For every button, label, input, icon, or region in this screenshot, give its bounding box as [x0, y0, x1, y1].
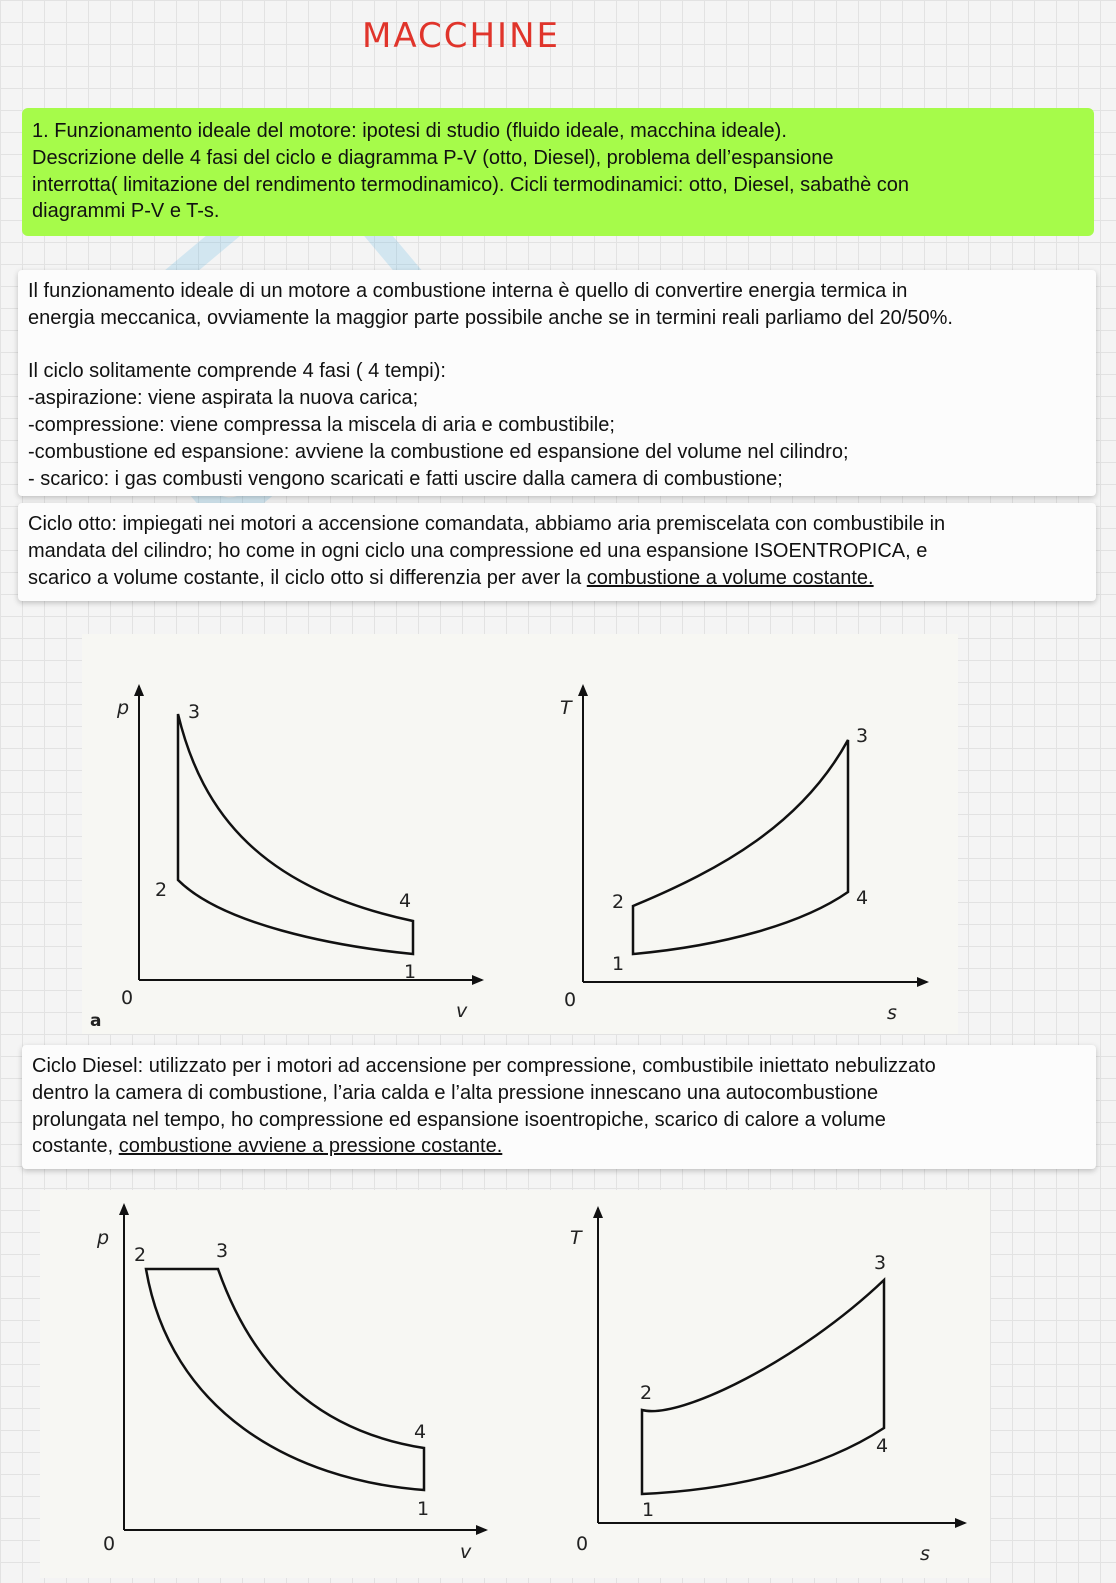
pv-y-label: p	[117, 697, 130, 719]
page-title: MACCHINE	[362, 16, 560, 56]
ts-point-4: 4	[856, 887, 869, 909]
otto-diagrams	[82, 634, 958, 1034]
ts-point-4: 4	[876, 1435, 889, 1457]
phase-item: -combustione ed espansione: avviene la combustione ed espansione del volume nel cilindro;	[28, 440, 849, 463]
pv-point-4: 4	[399, 890, 412, 912]
phase-item: -compressione: viene compressa la miscela di aria e combustibile;	[28, 413, 615, 436]
pv-point-3: 3	[216, 1240, 229, 1262]
otto-text: Ciclo otto: impiegati nei motori a accensione comandata, abbiamo aria premiscelata con combustibile in mandata del cilindro; ho come in ogni ciclo una compressione ed una espansione ISOENTROPICA, e scarico a volume costante, il ciclo otto si differenzia per aver la	[28, 513, 946, 589]
pv-cycle-curve	[178, 714, 413, 954]
ts-origin-label: 0	[576, 1533, 589, 1555]
pv-origin-label: 0	[121, 987, 134, 1009]
pv-point-1: 1	[404, 961, 417, 983]
ts-x-label: s	[887, 1002, 897, 1024]
otto-box	[18, 503, 1096, 601]
pv-point-3: 3	[188, 701, 201, 723]
otto-underlined: combustione a volume costante.	[586, 566, 874, 589]
pv-x-label: v	[460, 1541, 472, 1563]
ts-point-3: 3	[874, 1252, 887, 1274]
pv-cycle-curve	[146, 1269, 427, 1490]
ts-origin-label: 0	[564, 989, 577, 1011]
pv-x-label: v	[456, 1000, 468, 1022]
diesel-text: Ciclo Diesel: utilizzato per i motori ad accensione per compressione, combustibile iniettato nebulizzato dentro la camera di combustione, l’aria calda e l’alta pressione innescano una autocombustione prolungata nel tempo, ho compressione ed espansione isoentropiche, scarico di calore a volume costante,	[32, 1055, 936, 1158]
diesel-diagrams	[40, 1190, 990, 1578]
diesel-underlined: combustione avviene a pressione costante.	[118, 1135, 503, 1158]
ts-point-2: 2	[612, 891, 625, 913]
intro-paragraph: Il funzionamento ideale di un motore a combustione interna è quello di convertire energia termica in energia meccanica, ovviamente la maggior parte possibile anche se in termini reali parliamo del 20/50%.	[28, 280, 953, 329]
ts-cycle-curve	[642, 1280, 884, 1494]
ts-point-1: 1	[642, 1499, 655, 1521]
ts-point-2: 2	[640, 1382, 653, 1404]
phase-item: - scarico: i gas combusti vengono scaricati e fatti uscire dalla camera di combustione;	[28, 467, 783, 490]
intro-box	[18, 270, 1096, 496]
ts-point-3: 3	[856, 725, 869, 747]
pv-origin-label: 0	[103, 1533, 116, 1555]
diesel-box	[22, 1045, 1096, 1169]
ts-point-1: 1	[612, 953, 625, 975]
pv-y-label: p	[97, 1227, 110, 1249]
diesel-figure	[40, 1190, 990, 1578]
panel-label: a	[90, 1011, 102, 1031]
pv-point-2: 2	[134, 1244, 147, 1266]
topic-box: 1. Funzionamento ideale del motore: ipotesi di studio (fluido ideale, macchina ideale). Descrizione delle 4 fasi del ciclo e diagramma P-V (otto, Diesel), problema dell’espansione interrotta( limitazione del rendimento termodinamico). Cicli termodinamici: otto, Diesel, sabathè con diagrammi P-V e T-s.	[22, 108, 1094, 236]
pv-point-1: 1	[417, 1498, 430, 1520]
ts-y-label: T	[570, 1227, 582, 1249]
cycle-intro: Il ciclo solitamente comprende 4 fasi ( 4 tempi):	[28, 360, 446, 383]
ts-x-label: s	[920, 1543, 930, 1565]
pv-point-4: 4	[414, 1421, 427, 1443]
otto-figure	[82, 634, 958, 1034]
pv-point-2: 2	[155, 879, 168, 901]
phase-item: -aspirazione: viene aspirata la nuova carica;	[28, 387, 419, 410]
ts-y-label: T	[560, 697, 572, 719]
ts-cycle-curve	[633, 740, 848, 954]
